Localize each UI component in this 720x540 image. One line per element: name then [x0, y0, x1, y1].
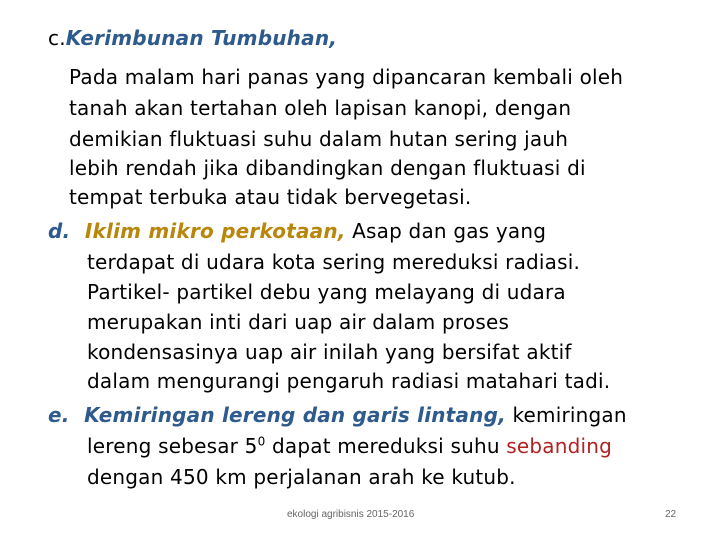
item-d-heading: Iklim mikro perkotaan,: [84, 219, 346, 243]
item-e-superscript: 0: [257, 434, 266, 449]
item-d-line-2: Partikel- partikel debu yang melayang di udara: [87, 280, 566, 304]
item-e-first-line-rest: kemiringan: [505, 403, 627, 427]
item-e-line-2-text: lereng sebesar 5: [87, 434, 258, 458]
item-e-heading-line: [48, 403, 627, 427]
item-e-line-3: dengan 450 km perjalanan arah ke kutub.: [87, 465, 516, 489]
item-d-heading-line: [48, 219, 546, 243]
item-e-line-2: [87, 434, 612, 458]
item-d-marker: d.: [48, 219, 71, 243]
item-c-line-3: demikian fluktuasi suhu dalam hutan sering jauh: [69, 127, 569, 151]
item-d-line-4: kondensasinya uap air inilah yang bersifat aktif: [87, 340, 572, 364]
item-e-heading: Kemiringan lereng dan garis lintang,: [84, 403, 506, 427]
page-number: 22: [665, 509, 677, 520]
item-c-marker: c.: [48, 26, 66, 50]
item-d-line-1: terdapat di udara kota sering mereduksi radiasi.: [87, 250, 581, 274]
item-c-heading-line: [48, 26, 337, 50]
item-d-line-3: merupakan inti dari uap air dalam proses: [87, 310, 510, 334]
item-c-line-2: tanah akan tertahan oleh lapisan kanopi, dengan: [69, 96, 572, 120]
footer-text: ekologi agribisnis 2015-2016: [287, 509, 415, 520]
item-d-first-line-rest: Asap dan gas yang: [345, 219, 547, 243]
item-c-line-4: lebih rendah jika dibandingkan dengan fluktuasi di: [69, 156, 586, 180]
item-c-line-5: tempat terbuka atau tidak bervegetasi.: [69, 185, 472, 209]
item-c-heading: Kerimbunan Tumbuhan,: [65, 26, 338, 50]
item-e-marker: e.: [48, 403, 70, 427]
item-d-line-5: dalam mengurangi pengaruh radiasi matahari tadi.: [87, 369, 611, 393]
item-e-line-2-mid: dapat mereduksi suhu: [265, 434, 507, 458]
item-e-highlight: sebanding: [506, 434, 613, 458]
item-c-line-1: Pada malam hari panas yang dipancaran kembali oleh: [69, 65, 624, 89]
